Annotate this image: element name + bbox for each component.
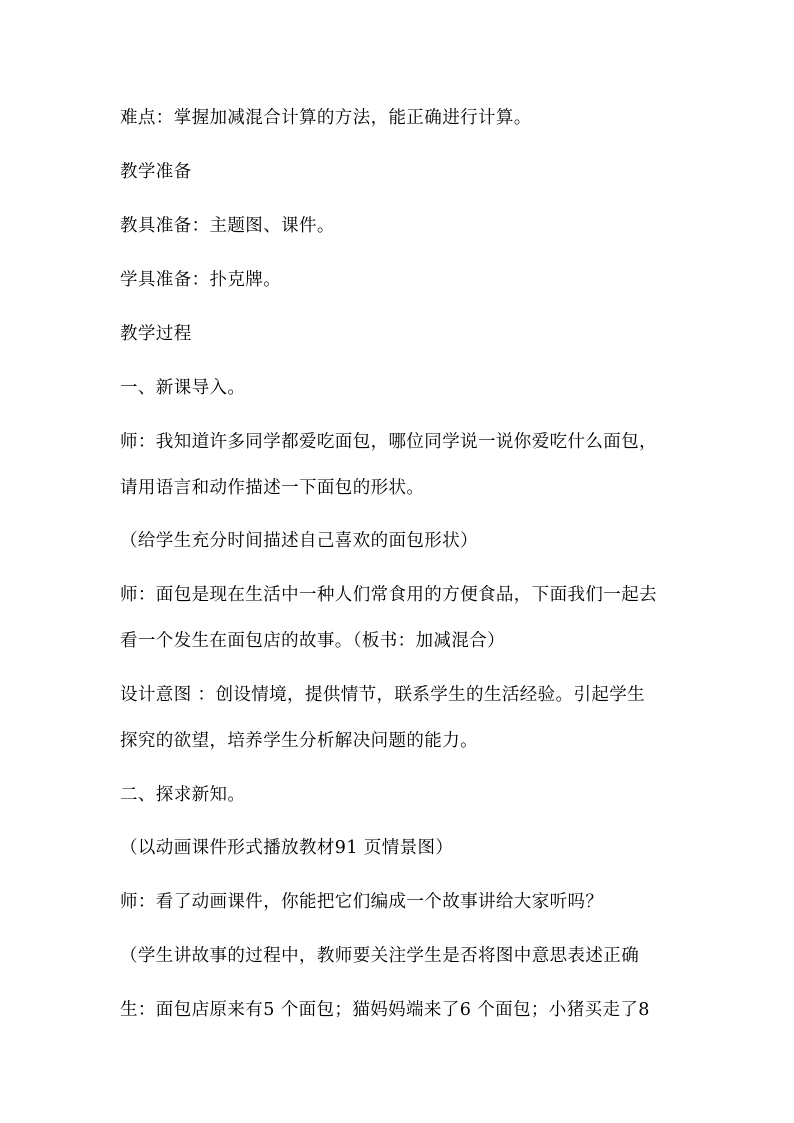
section-2-heading: 二、探求新知。 xyxy=(120,785,246,805)
teaching-process-heading: 教学过程 xyxy=(120,324,192,344)
paragraph-line: 师：我知道许多同学都爱吃面包，哪位同学说一说你爱吃什么面包， xyxy=(120,432,657,452)
paragraph-line: 请用语言和动作描述一下面包的形状。 xyxy=(120,478,425,498)
paragraph-line: 师：看了动画课件，你能把它们编成一个故事讲给大家听吗？ xyxy=(120,892,604,912)
design-intent-line: 设计意图 ：创设情境，提供情节，联系学生的生活经验。引起学生 xyxy=(120,685,646,705)
student-tools-line: 学具准备：扑克牌。 xyxy=(120,270,282,290)
difficulty-line: 难点：掌握加减混合计算的方法，能正确进行计算。 xyxy=(120,108,532,128)
paragraph-line: 师：面包是现在生活中一种人们常食用的方便食品，下面我们一起去 xyxy=(120,585,657,605)
teaching-preparation-heading: 教学准备 xyxy=(120,162,192,182)
paragraph-line: （学生讲故事的过程中，教师要关注学生是否将图中意思表述正确 xyxy=(120,946,640,966)
paragraph-line: （以动画课件形式播放教材91 页情景图） xyxy=(120,838,454,858)
teacher-tools-line: 教具准备：主题图、课件。 xyxy=(120,216,335,236)
paragraph-line: （给学生充分时间描述自己喜欢的面包形状） xyxy=(120,531,478,551)
paragraph-line: 看一个发生在面包店的故事。（板书：加减混合） xyxy=(120,631,506,651)
paragraph-line: 生：面包店原来有5 个面包；猫妈妈端来了6 个面包；小猪买走了8 xyxy=(120,1000,650,1020)
design-intent-line: 探究的欲望，培养学生分析解决问题的能力。 xyxy=(120,731,478,751)
section-1-heading: 一、新课导入。 xyxy=(120,378,246,398)
